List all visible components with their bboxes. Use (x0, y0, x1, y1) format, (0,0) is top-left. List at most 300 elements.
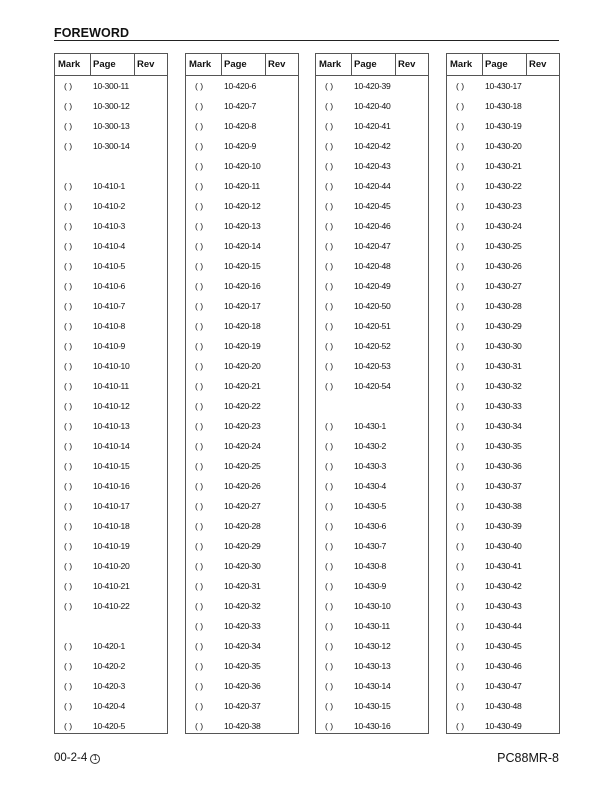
table-row (55, 278, 167, 298)
table-row (316, 538, 428, 558)
page-cell: 10-430-45 (485, 641, 522, 651)
table-row (447, 398, 559, 418)
page-cell: 10-430-11 (354, 621, 390, 631)
header-rev: Rev (137, 59, 155, 70)
table-row (55, 98, 167, 118)
page-cell: 10-420-15 (224, 261, 261, 271)
page-cell: 10-430-17 (485, 81, 522, 91)
page-cell: 10-410-12 (93, 401, 130, 411)
mark-cell: ( ) (325, 201, 334, 211)
page-cell: 10-420-14 (224, 241, 261, 251)
mark-cell: ( ) (325, 101, 334, 111)
page-cell: 10-430-2 (354, 441, 387, 451)
header-divider (265, 54, 266, 76)
page-cell: 10-430-42 (485, 581, 522, 591)
table-row (316, 598, 428, 618)
table-row (55, 538, 167, 558)
page-cell: 10-430-36 (485, 461, 522, 471)
table-row (55, 158, 167, 178)
table-row (55, 438, 167, 458)
table-row (186, 98, 298, 118)
column-header (55, 54, 167, 76)
table-column-1 (54, 53, 168, 734)
mark-cell: ( ) (325, 501, 334, 511)
table-row (316, 198, 428, 218)
table-row (186, 118, 298, 138)
mark-cell: ( ) (64, 421, 73, 431)
page-cell: 10-420-2 (93, 661, 126, 671)
mark-cell: ( ) (64, 481, 73, 491)
table-row (55, 418, 167, 438)
table-row (186, 218, 298, 238)
table-row (186, 578, 298, 598)
page-number: 00-2-4 (54, 752, 88, 764)
table-row (447, 98, 559, 118)
mark-cell: ( ) (64, 581, 73, 591)
header-divider (351, 54, 352, 76)
mark-cell: ( ) (456, 401, 465, 411)
header-mark: Mark (319, 59, 342, 70)
table-row (186, 178, 298, 198)
table-row (447, 538, 559, 558)
mark-cell: ( ) (64, 461, 73, 471)
table-row (186, 518, 298, 538)
mark-cell: ( ) (64, 201, 73, 211)
table-row (55, 718, 167, 738)
table-row (186, 158, 298, 178)
table-row (447, 78, 559, 98)
mark-cell: ( ) (325, 721, 334, 731)
page-title: FOREWORD (54, 26, 130, 40)
mark-cell: ( ) (64, 521, 73, 531)
mark-cell: ( ) (64, 341, 73, 351)
table-row (447, 278, 559, 298)
table-row (55, 78, 167, 98)
mark-cell: ( ) (456, 281, 465, 291)
table-row (447, 558, 559, 578)
mark-cell: ( ) (195, 441, 204, 451)
page-cell: 10-430-34 (485, 421, 522, 431)
table-row (186, 438, 298, 458)
table-row (316, 178, 428, 198)
mark-cell: ( ) (325, 701, 334, 711)
table-row (447, 678, 559, 698)
mark-cell: ( ) (325, 661, 334, 671)
table-row (447, 698, 559, 718)
mark-cell: ( ) (195, 301, 204, 311)
table-row (55, 298, 167, 318)
mark-cell: ( ) (456, 621, 465, 631)
page-cell: 10-430-1 (354, 421, 387, 431)
table-row (186, 418, 298, 438)
mark-cell: ( ) (325, 641, 334, 651)
page-cell: 10-420-19 (224, 341, 261, 351)
mark-cell: ( ) (64, 541, 73, 551)
mark-cell: ( ) (325, 481, 334, 491)
header-rev: Rev (398, 59, 416, 70)
mark-cell: ( ) (195, 261, 204, 271)
table-row (316, 238, 428, 258)
mark-cell: ( ) (456, 181, 465, 191)
mark-cell: ( ) (456, 161, 465, 171)
mark-cell: ( ) (195, 481, 204, 491)
page-cell: 10-410-16 (93, 481, 130, 491)
column-header (316, 54, 428, 76)
table-row (316, 718, 428, 738)
page-cell: 10-420-24 (224, 441, 261, 451)
page-cell: 10-430-19 (485, 121, 522, 131)
mark-cell: ( ) (195, 321, 204, 331)
page-cell: 10-420-38 (224, 721, 261, 731)
page-cell: 10-430-28 (485, 301, 522, 311)
table-row (447, 318, 559, 338)
mark-cell: ( ) (64, 181, 73, 191)
header-page: Page (224, 59, 247, 70)
table-row (55, 318, 167, 338)
header-divider (90, 54, 91, 76)
page-cell: 10-430-49 (485, 721, 522, 731)
mark-cell: ( ) (195, 181, 204, 191)
header-page: Page (354, 59, 377, 70)
table-row (186, 398, 298, 418)
mark-cell: ( ) (456, 221, 465, 231)
page-cell: 10-420-4 (93, 701, 126, 711)
page-cell: 10-410-4 (93, 241, 126, 251)
mark-cell: ( ) (195, 121, 204, 131)
page-cell: 10-410-18 (93, 521, 130, 531)
mark-cell: ( ) (195, 241, 204, 251)
page-cell: 10-420-49 (354, 281, 391, 291)
page-cell: 10-420-18 (224, 321, 261, 331)
page-cell: 10-420-23 (224, 421, 261, 431)
mark-cell: ( ) (64, 121, 73, 131)
mark-cell: ( ) (456, 701, 465, 711)
table-row (316, 218, 428, 238)
mark-cell: ( ) (195, 421, 204, 431)
mark-cell: ( ) (325, 361, 334, 371)
mark-cell: ( ) (195, 561, 204, 571)
mark-cell: ( ) (64, 501, 73, 511)
table-row (447, 438, 559, 458)
page-cell: 10-420-20 (224, 361, 261, 371)
mark-cell: ( ) (456, 101, 465, 111)
mark-cell: ( ) (325, 381, 334, 391)
page-cell: 10-430-27 (485, 281, 522, 291)
mark-cell: ( ) (325, 241, 334, 251)
page-cell: 10-410-21 (93, 581, 130, 591)
mark-cell: ( ) (325, 681, 334, 691)
table-row (447, 478, 559, 498)
table-row (186, 198, 298, 218)
table-row (55, 178, 167, 198)
mark-cell: ( ) (64, 141, 73, 151)
page-cell: 10-430-44 (485, 621, 522, 631)
page-cell: 10-410-1 (93, 181, 126, 191)
header-divider (221, 54, 222, 76)
page-cell: 10-420-12 (224, 201, 261, 211)
page-cell: 10-420-17 (224, 301, 261, 311)
page-cell: 10-430-8 (354, 561, 387, 571)
header-divider (482, 54, 483, 76)
page-cell: 10-410-2 (93, 201, 126, 211)
table-column-3 (315, 53, 429, 734)
page-cell: 10-410-19 (93, 541, 130, 551)
mark-cell: ( ) (325, 301, 334, 311)
table-row (186, 278, 298, 298)
page-cell: 10-420-5 (93, 721, 126, 731)
mark-cell: ( ) (325, 421, 334, 431)
page-cell: 10-420-21 (224, 381, 261, 391)
table-row (186, 298, 298, 318)
mark-cell: ( ) (64, 241, 73, 251)
page-cell: 10-420-50 (354, 301, 391, 311)
table-row (447, 718, 559, 738)
page-cell: 10-430-38 (485, 501, 522, 511)
table-row (316, 498, 428, 518)
mark-cell: ( ) (456, 261, 465, 271)
table-row (186, 618, 298, 638)
table-row (55, 698, 167, 718)
table-row (447, 238, 559, 258)
header-divider (526, 54, 527, 76)
table-row (447, 118, 559, 138)
table-row (316, 278, 428, 298)
mark-cell: ( ) (456, 361, 465, 371)
page-cell: 10-430-32 (485, 381, 522, 391)
page-cell: 10-420-46 (354, 221, 391, 231)
table-row (186, 378, 298, 398)
page-cell: 10-420-7 (224, 101, 257, 111)
mark-cell: ( ) (456, 481, 465, 491)
page-cell: 10-430-25 (485, 241, 522, 251)
mark-cell: ( ) (456, 321, 465, 331)
table-row (316, 478, 428, 498)
page-cell: 10-420-6 (224, 81, 257, 91)
mark-cell: ( ) (456, 681, 465, 691)
page-cell: 10-430-20 (485, 141, 522, 151)
table-row (55, 618, 167, 638)
page-cell: 10-420-47 (354, 241, 391, 251)
page-cell: 10-410-14 (93, 441, 130, 451)
header-divider (395, 54, 396, 76)
mark-cell: ( ) (64, 701, 73, 711)
mark-cell: ( ) (64, 401, 73, 411)
table-row (316, 158, 428, 178)
mark-cell: ( ) (195, 381, 204, 391)
mark-cell: ( ) (195, 701, 204, 711)
mark-cell: ( ) (325, 181, 334, 191)
mark-cell: ( ) (456, 601, 465, 611)
mark-cell: ( ) (325, 121, 334, 131)
table-row (186, 478, 298, 498)
table-row (186, 638, 298, 658)
table-row (316, 378, 428, 398)
table-row (447, 618, 559, 638)
table-row (447, 338, 559, 358)
mark-cell: ( ) (456, 641, 465, 651)
table-row (186, 458, 298, 478)
mark-cell: ( ) (325, 261, 334, 271)
table-row (55, 478, 167, 498)
table-row (55, 198, 167, 218)
mark-cell: ( ) (195, 501, 204, 511)
mark-cell: ( ) (64, 661, 73, 671)
page-cell: 10-410-17 (93, 501, 130, 511)
table-row (316, 298, 428, 318)
page-cell: 10-420-43 (354, 161, 391, 171)
page-cell: 10-430-26 (485, 261, 522, 271)
page-cell: 10-420-36 (224, 681, 261, 691)
page-cell: 10-420-26 (224, 481, 261, 491)
page-cell: 10-430-47 (485, 681, 522, 691)
page-cell: 10-430-4 (354, 481, 387, 491)
table-row (186, 678, 298, 698)
page-cell: 10-420-54 (354, 381, 391, 391)
page-cell: 10-420-11 (224, 181, 260, 191)
table-row (316, 558, 428, 578)
mark-cell: ( ) (456, 421, 465, 431)
header-rule (54, 40, 559, 41)
footer-model: PC88MR-8 (497, 751, 559, 765)
mark-cell: ( ) (64, 101, 73, 111)
mark-cell: ( ) (325, 521, 334, 531)
page-cell: 10-420-22 (224, 401, 261, 411)
mark-cell: ( ) (456, 541, 465, 551)
table-row (316, 698, 428, 718)
table-row (186, 598, 298, 618)
mark-cell: ( ) (325, 461, 334, 471)
page-cell: 10-430-24 (485, 221, 522, 231)
table-row (55, 238, 167, 258)
mark-cell: ( ) (325, 321, 334, 331)
table-row (55, 518, 167, 538)
table-row (55, 578, 167, 598)
mark-cell: ( ) (195, 341, 204, 351)
mark-cell: ( ) (195, 721, 204, 731)
page-cell: 10-420-39 (354, 81, 391, 91)
page-cell: 10-420-8 (224, 121, 257, 131)
table-row (55, 678, 167, 698)
page-cell: 10-300-14 (93, 141, 130, 151)
table-row (186, 258, 298, 278)
mark-cell: ( ) (64, 641, 73, 651)
page-cell: 10-410-9 (93, 341, 126, 351)
table-row (55, 558, 167, 578)
mark-cell: ( ) (456, 381, 465, 391)
mark-cell: ( ) (195, 641, 204, 651)
table-row (55, 338, 167, 358)
mark-cell: ( ) (456, 201, 465, 211)
mark-cell: ( ) (195, 141, 204, 151)
mark-cell: ( ) (456, 661, 465, 671)
page-cell: 10-430-39 (485, 521, 522, 531)
table-row (186, 238, 298, 258)
mark-cell: ( ) (195, 461, 204, 471)
header-mark: Mark (450, 59, 473, 70)
page-cell: 10-430-31 (485, 361, 522, 371)
page-cell: 10-420-34 (224, 641, 261, 651)
column-header (186, 54, 298, 76)
table-row (447, 578, 559, 598)
table-row (447, 498, 559, 518)
table-row (447, 198, 559, 218)
mark-cell: ( ) (64, 301, 73, 311)
column-header (447, 54, 559, 76)
header-page: Page (93, 59, 116, 70)
table-row (316, 98, 428, 118)
table-row (316, 618, 428, 638)
mark-cell: ( ) (195, 81, 204, 91)
page-cell: 10-420-33 (224, 621, 261, 631)
mark-cell: ( ) (64, 281, 73, 291)
table-row (447, 638, 559, 658)
mark-cell: ( ) (325, 441, 334, 451)
mark-cell: ( ) (325, 541, 334, 551)
mark-cell: ( ) (195, 681, 204, 691)
table-row (316, 118, 428, 138)
table-row (316, 638, 428, 658)
table-column-2 (185, 53, 299, 734)
page-cell: 10-430-12 (354, 641, 391, 651)
mark-cell: ( ) (64, 361, 73, 371)
mark-cell: ( ) (325, 221, 334, 231)
page-cell: 10-430-23 (485, 201, 522, 211)
mark-cell: ( ) (456, 521, 465, 531)
page-cell: 10-410-22 (93, 601, 130, 611)
page-cell: 10-420-44 (354, 181, 391, 191)
mark-cell: ( ) (456, 581, 465, 591)
table-row (316, 658, 428, 678)
page-cell: 10-430-29 (485, 321, 522, 331)
page-cell: 10-420-35 (224, 661, 261, 671)
mark-cell: ( ) (195, 621, 204, 631)
mark-cell: ( ) (456, 341, 465, 351)
page-cell: 10-420-42 (354, 141, 391, 151)
page-cell: 10-420-31 (224, 581, 261, 591)
table-row (316, 318, 428, 338)
page-cell: 10-430-30 (485, 341, 522, 351)
mark-cell: ( ) (195, 661, 204, 671)
table-row (316, 578, 428, 598)
table-row (186, 558, 298, 578)
page-cell: 10-410-11 (93, 381, 129, 391)
mark-cell: ( ) (456, 441, 465, 451)
mark-cell: ( ) (64, 321, 73, 331)
table-row (316, 678, 428, 698)
mark-cell: ( ) (195, 361, 204, 371)
table-row (316, 438, 428, 458)
table-row (316, 358, 428, 378)
page-cell: 10-410-15 (93, 461, 130, 471)
table-row (447, 418, 559, 438)
page-cell: 10-410-7 (93, 301, 126, 311)
mark-cell: ( ) (456, 141, 465, 151)
page-cell: 10-410-20 (93, 561, 130, 571)
table-row (55, 658, 167, 678)
page-cell: 10-410-8 (93, 321, 126, 331)
table-row (447, 458, 559, 478)
page-cell: 10-430-6 (354, 521, 387, 531)
table-row (447, 138, 559, 158)
page-cell: 10-430-41 (485, 561, 522, 571)
table-row (186, 358, 298, 378)
mark-cell: ( ) (456, 121, 465, 131)
table-row (55, 398, 167, 418)
page-cell: 10-420-3 (93, 681, 126, 691)
table-row (447, 178, 559, 198)
header-rev: Rev (529, 59, 547, 70)
mark-cell: ( ) (195, 601, 204, 611)
